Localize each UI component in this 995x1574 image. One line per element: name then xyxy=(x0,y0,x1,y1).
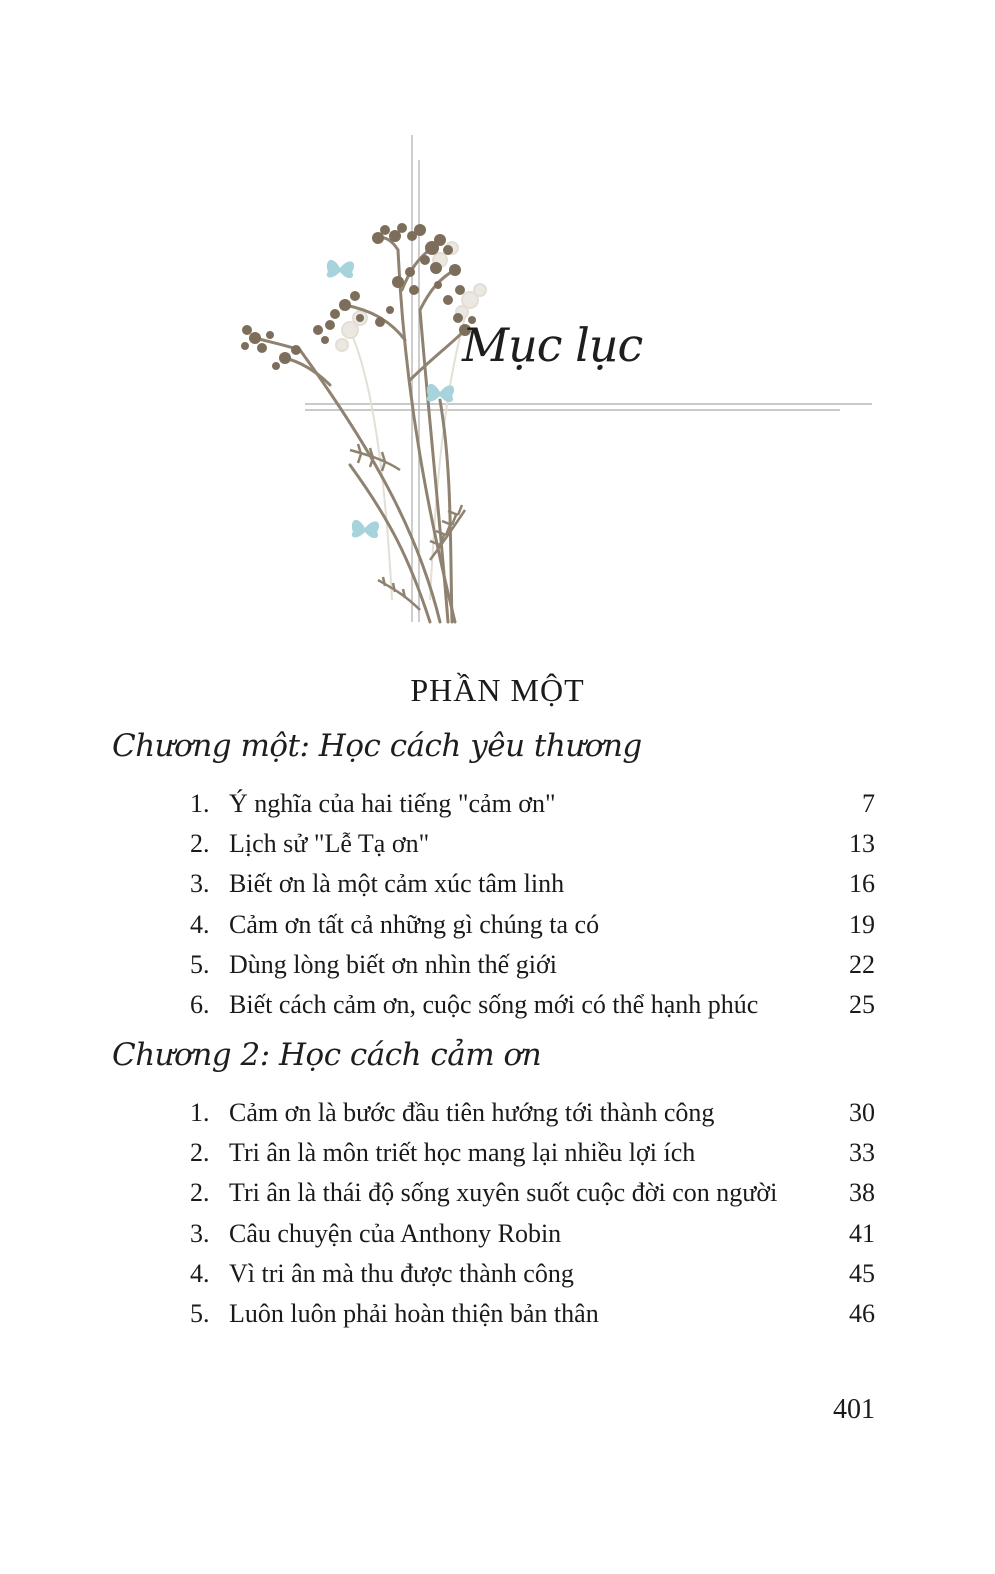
chapter-title: Chương 2: Học cách cảm ơn xyxy=(112,1037,542,1073)
entry-page: 46 xyxy=(849,1298,875,1328)
toc-entry[interactable] xyxy=(0,1133,995,1173)
toc-entry[interactable] xyxy=(0,1093,995,1133)
entry-number: 3. xyxy=(190,1218,210,1248)
toc-entry[interactable] xyxy=(0,1294,995,1334)
page-number: 401 xyxy=(833,1394,875,1425)
toc-entry[interactable] xyxy=(0,864,995,904)
toc-entry[interactable] xyxy=(0,1214,995,1254)
flower-stems xyxy=(255,238,465,623)
toc-entry[interactable] xyxy=(0,1254,995,1294)
entry-title: Tri ân là môn triết học mang lại nhiều lợi ích xyxy=(229,1138,696,1168)
toc-entry[interactable] xyxy=(0,784,995,824)
entry-title: Vì tri ân mà thu được thành công xyxy=(229,1258,574,1288)
toc-entry[interactable] xyxy=(0,945,995,985)
entry-number: 2. xyxy=(190,829,210,859)
entry-page: 30 xyxy=(849,1098,875,1127)
toc-entry[interactable] xyxy=(0,905,995,945)
entry-page: 41 xyxy=(849,1218,875,1248)
entry-number: 4. xyxy=(190,909,210,939)
decorative-guide-lines xyxy=(305,135,872,622)
entry-page: 33 xyxy=(849,1138,875,1168)
entry-number: 1. xyxy=(190,789,210,818)
toc-entry[interactable] xyxy=(0,1173,995,1213)
entry-title: Dùng lòng biết ơn nhìn thế giới xyxy=(229,949,557,979)
entry-page: 13 xyxy=(849,829,875,859)
entry-page: 7 xyxy=(862,789,875,818)
toc-title: Mục lục xyxy=(462,318,643,372)
toc-entry[interactable] xyxy=(0,985,995,1025)
entry-title: Lịch sử "Lễ Tạ ơn" xyxy=(229,829,430,859)
entry-page: 25 xyxy=(849,989,875,1019)
entry-page: 38 xyxy=(849,1178,875,1208)
chapter-2-entries xyxy=(0,1093,995,1334)
chapter-1-entries xyxy=(0,784,995,1025)
entry-title: Luôn luôn phải hoàn thiện bản thân xyxy=(229,1298,599,1328)
butterfly-icon xyxy=(352,520,379,538)
part-title: PHẦN MỘT xyxy=(410,672,585,708)
entry-title: Câu chuyện của Anthony Robin xyxy=(229,1218,562,1248)
entry-page: 22 xyxy=(849,949,875,979)
butterfly-icon xyxy=(327,260,354,278)
entry-title: Biết ơn là một cảm xúc tâm linh xyxy=(229,869,565,899)
entry-number: 6. xyxy=(190,989,210,1019)
entry-page: 16 xyxy=(849,869,875,899)
entry-title: Ý nghĩa của hai tiếng "cảm ơn" xyxy=(229,789,556,818)
entry-page: 19 xyxy=(849,909,875,939)
entry-title: Tri ân là thái độ sống xuyên suốt cuộc đời con người xyxy=(229,1178,778,1208)
entry-number: 4. xyxy=(190,1258,210,1288)
flower-clusters xyxy=(241,223,476,370)
entry-page: 45 xyxy=(849,1258,875,1288)
chapter-title: Chương một: Học cách yêu thương xyxy=(112,728,642,764)
entry-number: 3. xyxy=(190,869,210,899)
entry-number: 5. xyxy=(190,1298,210,1328)
entry-number: 2. xyxy=(190,1138,210,1168)
toc-entry[interactable] xyxy=(0,824,995,864)
entry-title: Cảm ơn tất cả những gì chúng ta có xyxy=(229,909,600,939)
entry-title: Biết cách cảm ơn, cuộc sống mới có thể hạnh phúc xyxy=(229,989,759,1019)
entry-number: 1. xyxy=(190,1098,210,1127)
entry-number: 5. xyxy=(190,949,210,979)
entry-title: Cảm ơn là bước đầu tiên hướng tới thành công xyxy=(229,1098,715,1127)
entry-number: 2. xyxy=(190,1178,210,1208)
